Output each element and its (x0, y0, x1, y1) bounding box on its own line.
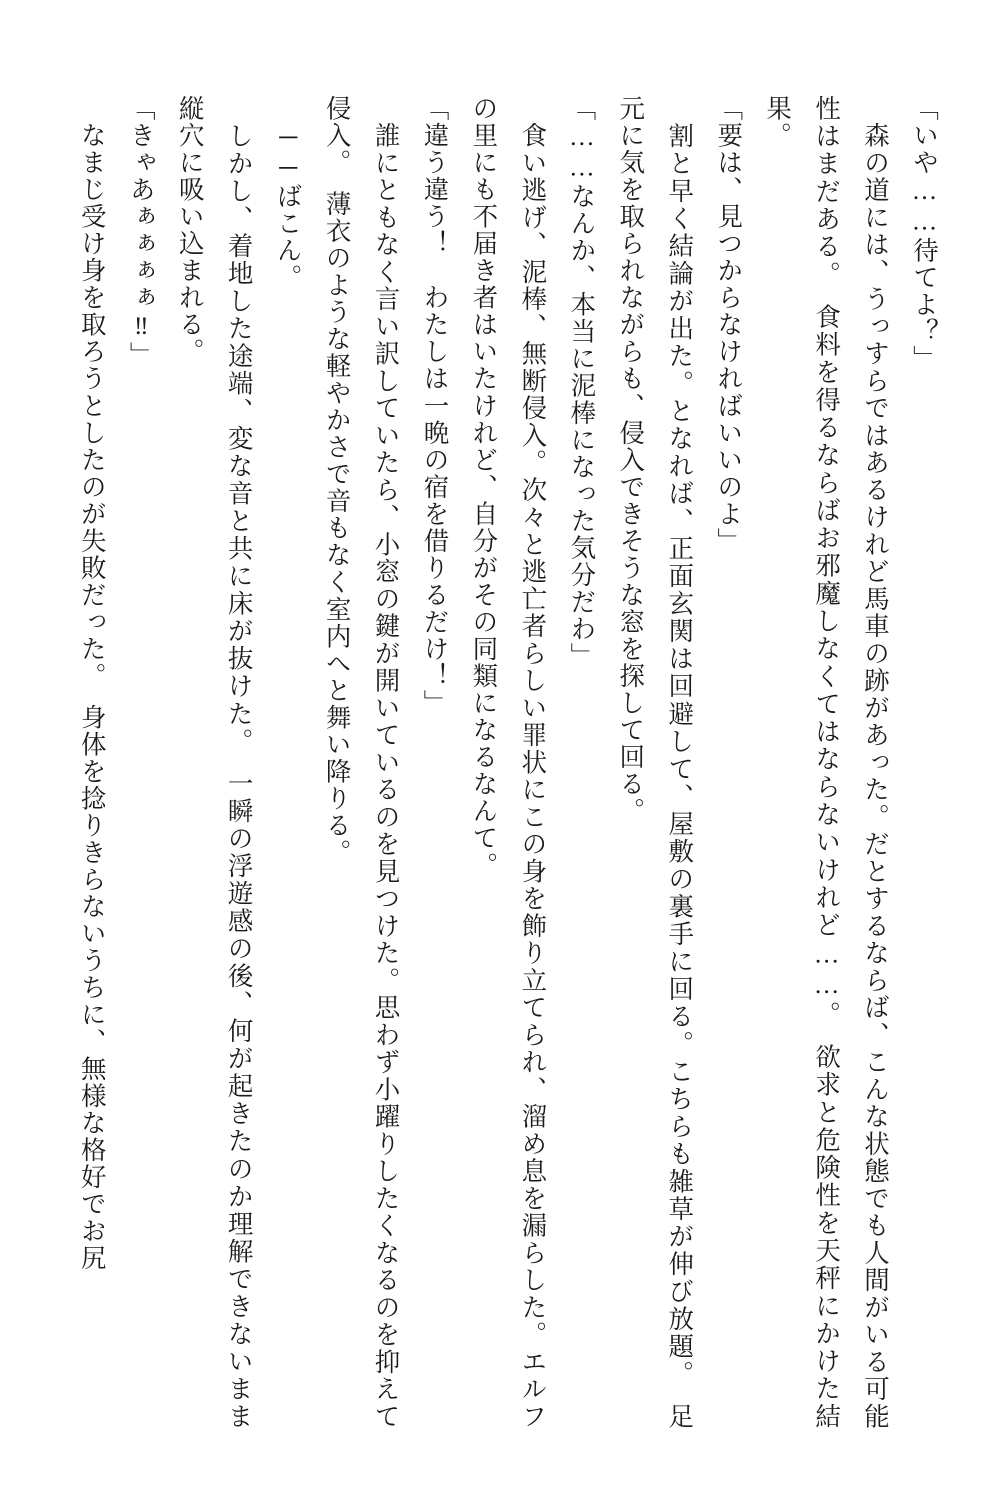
vertical-text-body (52, 95, 948, 1430)
paragraph: しかし、着地した途端、変な音と共に床が抜けた。 一瞬の浮遊感の後、何が起きたのか理解できないまま縦穴に吸い込まれる。 (175, 95, 254, 1430)
paragraph: 「要は、見つからなければいいのよ」 (714, 95, 744, 555)
paragraph: 割と早く結論が出た。となれば、正面玄関は回避して、屋敷の裏手に回る。こちらも雑草が伸び放題。 足元に気を取られながらも、侵入できそうな窓を探して回る。 (616, 95, 695, 1430)
paragraph: 「……なんか、本当に泥棒になった気分だわ」 (567, 95, 597, 670)
paragraph: なまじ受け身を取ろうとしたのが失敗だった。 身体を捻りきらないうちに、無様な格好でお尻 (77, 95, 107, 1272)
paragraph: ──ばこん。 (273, 95, 303, 292)
paragraph: 「違う違う！ わたしは一晩の宿を借りるだけ！」 (420, 95, 450, 717)
paragraph: 森の道には、うっすらではあるけれど馬車の跡があった。だとするならば、こんな状態でも人間がいる可能性はまだある。 食料を得るならばお邪魔しなくてはならないけれど……。 欲求と危険性を天秤にかけた結果。 (763, 95, 891, 1430)
paragraph: 食い逃げ、泥棒、無断侵入。次々と逃亡者らしい罪状にこの身を飾り立てられ、溜め息を漏らした。エルフの里にも不届き者はいたけれど、自分がその同類になるなんて。 (469, 95, 548, 1430)
paragraph: 誰にともなく言い訳していたら、小窓の鍵が開いているのを見つけた。思わず小躍りしたくなるのを抑えて侵入。 薄衣のような軽やかさで音もなく室内へと舞い降りる。 (322, 95, 401, 1430)
paragraph: 「いや……待てよ？」 (910, 95, 939, 373)
paragraph: 「きゃあぁぁぁぁ‼」 (126, 95, 156, 369)
